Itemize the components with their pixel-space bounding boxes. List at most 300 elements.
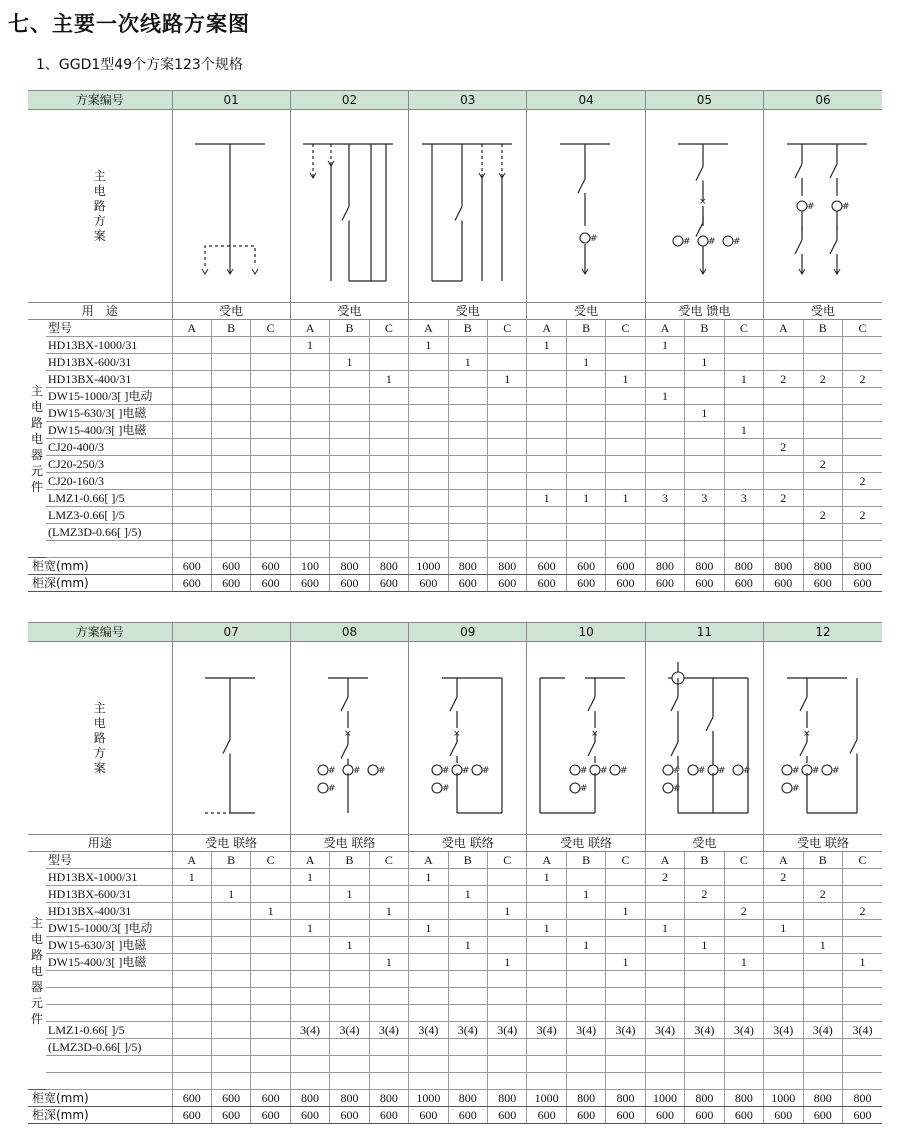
component-qty: [764, 405, 803, 422]
component-qty: [645, 1005, 684, 1022]
cabinet-width-value: 800: [369, 1090, 408, 1107]
component-qty: [172, 473, 211, 490]
phase-row: [28, 852, 882, 869]
circuit-diagram-12: [767, 647, 879, 829]
component-qty: [685, 903, 724, 920]
component-qty: [290, 903, 329, 920]
diagram-row: [28, 110, 882, 303]
component-qty: [527, 371, 566, 388]
component-qty: [566, 1005, 605, 1022]
component-qty: [645, 405, 684, 422]
scheme-number: 07: [172, 623, 290, 642]
component-qty: [369, 971, 408, 988]
svg-text:#: #: [743, 766, 751, 776]
component-qty: 3(4): [685, 1022, 724, 1039]
component-qty: 1: [842, 954, 882, 971]
component-qty: [172, 524, 211, 541]
component-qty: 3(4): [606, 1022, 645, 1039]
component-qty: 3(4): [645, 1022, 684, 1039]
component-qty: [409, 507, 448, 524]
component-qty: [330, 524, 369, 541]
component-qty: [566, 1039, 605, 1056]
component-qty: [290, 524, 329, 541]
component-qty: [369, 507, 408, 524]
component-qty: [685, 473, 724, 490]
cabinet-width-value: 800: [330, 558, 369, 575]
cabinet-width-value: 800: [842, 558, 882, 575]
phase-c: C: [842, 320, 882, 337]
component-row: [28, 988, 882, 1005]
svg-text:#: #: [481, 766, 490, 776]
component-qty: [172, 886, 211, 903]
svg-text:#: #: [441, 784, 450, 794]
component-qty: [448, 954, 487, 971]
component-qty: [527, 524, 566, 541]
component-qty: [764, 1056, 803, 1073]
component-qty: 1: [724, 371, 763, 388]
scheme-header-row: [28, 623, 882, 642]
component-qty: 3(4): [409, 1022, 448, 1039]
component-qty: 3: [645, 490, 684, 507]
component-qty: [527, 937, 566, 954]
component-qty: 1: [251, 903, 290, 920]
component-qty: [448, 524, 487, 541]
component-qty: [842, 388, 882, 405]
component-qty: [211, 988, 250, 1005]
component-qty: [448, 1039, 487, 1056]
component-qty: [566, 422, 605, 439]
component-qty: [251, 886, 290, 903]
svg-text:#: #: [378, 766, 387, 776]
component-qty: 1: [448, 937, 487, 954]
scheme-table-2: [28, 622, 882, 1124]
component-qty: [330, 1073, 369, 1090]
component-qty: [211, 354, 250, 371]
cabinet-depth-value: 600: [724, 575, 763, 592]
component-qty: [172, 903, 211, 920]
component-qty: [685, 1039, 724, 1056]
component-qty: [685, 1073, 724, 1090]
component-qty: [172, 371, 211, 388]
component-qty: [251, 524, 290, 541]
component-qty: [251, 422, 290, 439]
component-qty: [645, 524, 684, 541]
component-qty: [409, 988, 448, 1005]
component-qty: [724, 524, 763, 541]
component-qty: [842, 1073, 882, 1090]
component-row: [28, 971, 882, 988]
component-qty: [842, 920, 882, 937]
components-label: 主 电 路 电 器 元 件: [30, 383, 43, 494]
component-qty: [251, 954, 290, 971]
component-qty: [842, 337, 882, 354]
component-qty: [369, 405, 408, 422]
component-qty: [527, 886, 566, 903]
scheme-no-label: 方案编号: [28, 91, 172, 110]
component-row: [28, 869, 882, 886]
scheme-table-1: [28, 90, 882, 592]
circuit-diagram-05: [648, 112, 760, 300]
component-qty: 1: [566, 354, 605, 371]
component-qty: [409, 422, 448, 439]
phase-a: A: [290, 852, 329, 869]
component-qty: [330, 337, 369, 354]
component-qty: [409, 473, 448, 490]
phase-a: A: [172, 852, 211, 869]
cabinet-width-value: 800: [803, 558, 842, 575]
component-qty: [172, 354, 211, 371]
cabinet-depth-value: 600: [527, 575, 566, 592]
svg-text:×: ×: [591, 729, 599, 739]
component-qty: [448, 405, 487, 422]
component-qty: [685, 371, 724, 388]
component-qty: [764, 1005, 803, 1022]
component-qty: [842, 1039, 882, 1056]
component-qty: [172, 988, 211, 1005]
phase-c: C: [724, 320, 763, 337]
component-qty: 2: [842, 903, 882, 920]
main-circuit-label: 主 电 路 方 案: [93, 700, 106, 775]
component-qty: [764, 988, 803, 1005]
cabinet-width-value: 800: [488, 1090, 527, 1107]
component-qty: [448, 337, 487, 354]
cabinet-width-value: 600: [172, 1090, 211, 1107]
component-qty: [251, 988, 290, 1005]
component-qty: [488, 507, 527, 524]
component-qty: [369, 388, 408, 405]
svg-text:#: #: [683, 237, 691, 247]
component-model: [46, 1005, 172, 1022]
component-qty: [527, 456, 566, 473]
cabinet-depth-value: 600: [606, 575, 645, 592]
component-qty: 2: [764, 869, 803, 886]
usage-value: 受电 联络: [409, 835, 527, 852]
component-qty: [724, 405, 763, 422]
component-qty: 1: [369, 903, 408, 920]
usage-value: 受电: [290, 303, 408, 320]
circuit-diagram-10: [530, 647, 642, 829]
cabinet-width-value: 600: [251, 1090, 290, 1107]
component-qty: [369, 920, 408, 937]
cabinet-width-value: 800: [330, 1090, 369, 1107]
component-row: [28, 541, 882, 558]
component-qty: [645, 439, 684, 456]
component-qty: [606, 886, 645, 903]
component-qty: [724, 1039, 763, 1056]
component-qty: [290, 971, 329, 988]
component-model: HD13BX-600/31: [46, 354, 172, 371]
phase-c: C: [606, 852, 645, 869]
component-qty: 2: [842, 371, 882, 388]
component-qty: [251, 405, 290, 422]
component-qty: 1: [290, 869, 329, 886]
component-qty: [211, 405, 250, 422]
cabinet-depth-value: 600: [803, 575, 842, 592]
component-qty: [172, 1056, 211, 1073]
component-qty: [409, 524, 448, 541]
cabinet-depth-value: 600: [369, 575, 408, 592]
component-qty: [330, 541, 369, 558]
component-qty: [409, 439, 448, 456]
usage-row: [28, 303, 882, 320]
component-qty: 1: [606, 490, 645, 507]
cabinet-width-value: 1000: [409, 1090, 448, 1107]
component-qty: [172, 337, 211, 354]
svg-text:#: #: [832, 766, 840, 776]
component-qty: [211, 1005, 250, 1022]
component-qty: [606, 1039, 645, 1056]
diagram-row: [28, 642, 882, 835]
cabinet-width-row: [28, 1090, 882, 1107]
phase-b: B: [566, 852, 605, 869]
component-row: [28, 920, 882, 937]
cabinet-depth-value: 600: [645, 575, 684, 592]
cabinet-depth-value: 600: [803, 1107, 842, 1124]
component-qty: [172, 1073, 211, 1090]
scheme-number: 01: [172, 91, 290, 110]
component-qty: [764, 456, 803, 473]
component-qty: [251, 869, 290, 886]
component-model: CJ20-400/3: [46, 439, 172, 456]
component-qty: [724, 1056, 763, 1073]
component-qty: [606, 920, 645, 937]
svg-text:#: #: [792, 784, 800, 794]
phase-b: B: [685, 852, 724, 869]
component-qty: [488, 937, 527, 954]
component-qty: [448, 920, 487, 937]
component-qty: [724, 869, 763, 886]
component-qty: [172, 507, 211, 524]
phase-b: B: [448, 320, 487, 337]
component-qty: 2: [764, 490, 803, 507]
component-qty: [724, 456, 763, 473]
component-qty: [566, 439, 605, 456]
cabinet-depth-value: 600: [330, 575, 369, 592]
scheme-number: 11: [645, 623, 763, 642]
component-qty: 3: [685, 490, 724, 507]
page-subtitle: 1、GGD1型49个方案123个规格: [36, 57, 243, 73]
svg-text:#: #: [600, 766, 608, 776]
model-label: 型号: [46, 320, 172, 337]
component-qty: [842, 886, 882, 903]
component-qty: [409, 954, 448, 971]
component-qty: [724, 937, 763, 954]
component-qty: [764, 388, 803, 405]
component-qty: 1: [645, 920, 684, 937]
component-qty: 1: [566, 490, 605, 507]
component-row: [28, 405, 882, 422]
component-model: [46, 1073, 172, 1090]
component-qty: [488, 971, 527, 988]
svg-text:#: #: [590, 234, 598, 244]
component-row: [28, 524, 882, 541]
cabinet-depth-value: 600: [290, 575, 329, 592]
cabinet-depth-value: 600: [251, 575, 290, 592]
component-qty: 1: [606, 371, 645, 388]
component-qty: [251, 388, 290, 405]
component-qty: [211, 937, 250, 954]
component-qty: [724, 388, 763, 405]
component-qty: [330, 988, 369, 1005]
cabinet-width-value: 800: [764, 558, 803, 575]
component-row: [28, 354, 882, 371]
component-qty: [172, 422, 211, 439]
component-qty: 1: [409, 869, 448, 886]
phase-b: B: [211, 852, 250, 869]
svg-text:#: #: [792, 766, 800, 776]
component-qty: [842, 405, 882, 422]
component-qty: 3(4): [488, 1022, 527, 1039]
phase-c: C: [488, 852, 527, 869]
cabinet-width-value: 1000: [409, 558, 448, 575]
component-qty: 3(4): [724, 1022, 763, 1039]
cabinet-depth-value: 600: [409, 1107, 448, 1124]
component-row: [28, 337, 882, 354]
component-qty: [724, 473, 763, 490]
component-qty: [211, 507, 250, 524]
component-row: [28, 456, 882, 473]
component-row: [28, 388, 882, 405]
component-model: HD13BX-400/31: [46, 903, 172, 920]
cabinet-depth-value: 600: [488, 575, 527, 592]
component-qty: [330, 388, 369, 405]
component-qty: [527, 422, 566, 439]
component-qty: [369, 1056, 408, 1073]
component-qty: [566, 337, 605, 354]
component-qty: [566, 1073, 605, 1090]
component-qty: [803, 1039, 842, 1056]
component-qty: [685, 388, 724, 405]
component-qty: [330, 439, 369, 456]
cabinet-depth-value: 600: [566, 1107, 605, 1124]
component-qty: [409, 903, 448, 920]
component-qty: 1: [606, 903, 645, 920]
component-qty: [211, 1022, 250, 1039]
cabinet-depth-value: 600: [842, 1107, 882, 1124]
component-qty: [566, 456, 605, 473]
svg-text:#: #: [812, 766, 820, 776]
component-qty: [724, 439, 763, 456]
cabinet-width-value: 800: [369, 558, 408, 575]
component-qty: [803, 524, 842, 541]
component-qty: 1: [685, 354, 724, 371]
component-qty: [290, 405, 329, 422]
component-qty: [172, 954, 211, 971]
component-qty: [685, 971, 724, 988]
phase-c: C: [251, 320, 290, 337]
component-qty: [211, 971, 250, 988]
component-qty: [488, 490, 527, 507]
component-qty: [409, 1056, 448, 1073]
component-qty: 1: [290, 337, 329, 354]
phase-c: C: [369, 320, 408, 337]
component-qty: [290, 422, 329, 439]
scheme-number: 06: [764, 91, 882, 110]
component-qty: 2: [803, 371, 842, 388]
component-qty: [803, 354, 842, 371]
component-qty: [409, 456, 448, 473]
component-qty: [724, 920, 763, 937]
component-qty: [369, 1073, 408, 1090]
scheme-header-row: [28, 91, 882, 110]
component-qty: 1: [448, 886, 487, 903]
svg-text:×: ×: [803, 729, 811, 739]
component-qty: [251, 1022, 290, 1039]
component-qty: [251, 507, 290, 524]
svg-text:#: #: [580, 766, 588, 776]
component-qty: [448, 371, 487, 388]
phase-b: B: [448, 852, 487, 869]
component-qty: 1: [330, 886, 369, 903]
component-qty: [448, 507, 487, 524]
component-qty: [842, 988, 882, 1005]
cabinet-width-value: 600: [566, 558, 605, 575]
component-qty: [330, 920, 369, 937]
component-qty: [488, 422, 527, 439]
component-qty: [566, 473, 605, 490]
cabinet-depth-row: [28, 1107, 882, 1124]
component-qty: 2: [764, 439, 803, 456]
component-qty: 1: [448, 354, 487, 371]
component-qty: [172, 1039, 211, 1056]
component-qty: [369, 1039, 408, 1056]
phase-c: C: [488, 320, 527, 337]
component-qty: [764, 541, 803, 558]
cabinet-width-value: 600: [251, 558, 290, 575]
component-qty: [488, 337, 527, 354]
svg-text:#: #: [441, 766, 450, 776]
svg-text:#: #: [461, 766, 470, 776]
component-qty: 1: [488, 954, 527, 971]
component-qty: [488, 439, 527, 456]
component-qty: 1: [685, 937, 724, 954]
component-qty: [251, 1005, 290, 1022]
component-qty: [566, 405, 605, 422]
component-qty: [606, 337, 645, 354]
component-qty: [211, 337, 250, 354]
component-qty: [330, 1005, 369, 1022]
component-qty: [803, 541, 842, 558]
component-qty: 3(4): [527, 1022, 566, 1039]
component-qty: [409, 388, 448, 405]
cabinet-width-value: 800: [488, 558, 527, 575]
cabinet-width-value: 800: [842, 1090, 882, 1107]
component-qty: [290, 937, 329, 954]
component-qty: [724, 337, 763, 354]
component-qty: [211, 473, 250, 490]
circuit-diagram-08: [293, 647, 405, 829]
svg-text:#: #: [733, 237, 741, 247]
component-qty: [645, 886, 684, 903]
component-qty: 1: [330, 354, 369, 371]
component-qty: [369, 1005, 408, 1022]
phase-c: C: [606, 320, 645, 337]
cabinet-depth-value: 600: [606, 1107, 645, 1124]
svg-text:#: #: [673, 766, 681, 776]
component-qty: [764, 354, 803, 371]
component-row: [28, 507, 882, 524]
component-qty: [645, 507, 684, 524]
cabinet-depth-value: 600: [764, 1107, 803, 1124]
cabinet-depth-row: [28, 575, 882, 592]
svg-text:×: ×: [699, 197, 707, 207]
cabinet-depth-value: 600: [527, 1107, 566, 1124]
component-qty: [409, 405, 448, 422]
component-qty: [488, 541, 527, 558]
component-qty: [448, 490, 487, 507]
component-qty: [645, 971, 684, 988]
component-qty: [211, 371, 250, 388]
